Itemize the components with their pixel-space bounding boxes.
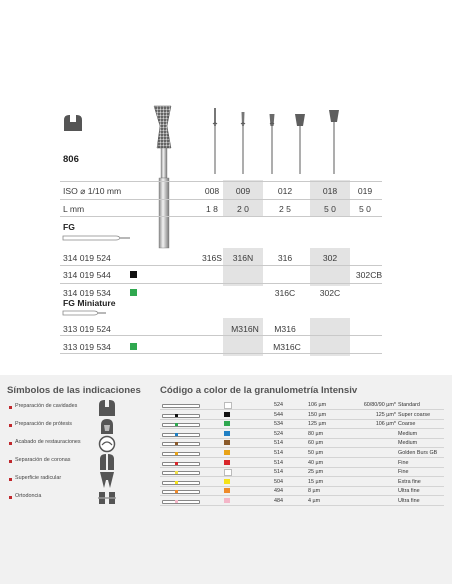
grit-color-swatch [224, 479, 230, 484]
length-value: 5 0 [324, 204, 336, 214]
fg-miniature-ref: 313 019 534 [63, 342, 111, 352]
fg-ref: 314 019 544 [63, 270, 111, 280]
tooth-cavity-icon [97, 399, 117, 417]
length-value: 5 0 [359, 204, 371, 214]
grit-name: Extra fine [398, 478, 421, 485]
iso-value: 018 [322, 186, 338, 196]
length-label: L mm [63, 204, 85, 214]
grit-size: 15 µm [308, 478, 324, 485]
grit-color-swatch [224, 450, 230, 455]
grit-code: 514 [274, 450, 283, 456]
grit-row [160, 439, 444, 448]
bur-019-illustration [327, 104, 341, 176]
grit-iso: 125 µm* [375, 411, 396, 418]
crown-separation-icon [97, 453, 117, 471]
grit-swatch-green [130, 289, 137, 296]
fg-miniature-shank-icon [62, 309, 108, 317]
grit-name: Medium [398, 440, 418, 447]
grit-color-swatch [224, 488, 230, 493]
length-value: 2 0 [237, 204, 249, 214]
grit-bur-icon [162, 471, 200, 475]
symbol-row [9, 471, 151, 491]
restoration-finishing-icon [97, 435, 117, 453]
grit-color-swatch [224, 421, 230, 426]
length-value: 2 5 [279, 204, 291, 214]
iso-value: 009 [235, 186, 251, 196]
grit-code: 524 [274, 430, 283, 437]
grit-name: Ultra fine [398, 488, 420, 495]
fg-size-cell: 316N [232, 253, 254, 263]
grit-color-swatch [224, 440, 230, 445]
bur-large-illustration [146, 104, 182, 250]
grit-size: 40 µm [308, 459, 324, 466]
grit-name: Golden Burs GB [398, 450, 438, 456]
grit-bur-icon [162, 442, 200, 446]
symbol-label: Separación de coronas [15, 457, 71, 463]
fg-ref: 314 019 524 [63, 253, 111, 263]
grit-iso: 60/80/90 µm* [363, 402, 396, 408]
fg-miniature-size-cell: M316N [231, 324, 259, 334]
symbol-row [9, 489, 151, 509]
grit-size: 60 µm [308, 440, 324, 447]
grit-color-swatch [224, 412, 230, 417]
fg-size-cell: 302C [319, 288, 341, 298]
grit-size: 150 µm [308, 411, 327, 418]
grit-code: 504 [274, 478, 283, 485]
grit-code: 484 [274, 498, 283, 504]
bur-009-illustration [238, 104, 248, 176]
symbol-label: Preparación de prótesis [15, 421, 72, 427]
crown-prep-icon [97, 417, 117, 435]
fg-shank-icon [62, 234, 132, 242]
grit-bur-icon [162, 500, 200, 504]
length-value: 1 8 [206, 204, 218, 214]
grit-code: 544 [274, 411, 283, 418]
fg-ref: 314 019 534 [63, 288, 111, 298]
grit-code: 514 [274, 440, 283, 447]
fg-miniature-size-cell: M316 [274, 324, 296, 334]
grit-code: 494 [274, 488, 283, 495]
grit-name: Coarse [398, 421, 416, 428]
grit-name: Fine [398, 469, 409, 476]
symbols-title: Símbolos de las indicaciones [7, 385, 141, 396]
grit-row [160, 487, 444, 496]
grit-title: Código a color de la granulometría Intensiv [160, 385, 358, 396]
grit-row [160, 459, 444, 468]
group-title-fg-miniature: FG Miniature [63, 298, 116, 308]
symbol-label: Acabado de restauraciones [15, 439, 81, 445]
grit-bur-icon [162, 452, 200, 456]
group-title-fg: FG [63, 222, 75, 232]
grit-bur-icon [162, 414, 200, 418]
iso-label: ISO ⌀ 1/10 mm [63, 186, 122, 196]
grit-code: 514 [274, 459, 283, 466]
bur-012-illustration [266, 104, 278, 176]
grit-bur-icon [162, 433, 200, 437]
grit-bur-icon [162, 462, 200, 466]
grit-row [160, 411, 444, 420]
symbol-row [9, 399, 151, 419]
grit-color-swatch [224, 431, 230, 436]
grit-row [160, 497, 444, 506]
fg-size-cell: 316 [277, 253, 293, 263]
grit-size: 106 µm [308, 402, 327, 408]
grit-name: Fine [398, 459, 409, 466]
grit-size: 4 µm [308, 498, 321, 504]
grit-code: 514 [274, 469, 283, 476]
grit-row [160, 468, 444, 477]
grit-row [160, 478, 444, 487]
grit-color-swatch [224, 460, 230, 465]
grit-name: Super coarse [398, 411, 431, 418]
grit-size: 8 µm [308, 488, 321, 495]
grit-color-swatch [224, 498, 230, 503]
symbol-label: Ortodoncia [15, 493, 42, 499]
iso-value: 008 [204, 186, 220, 196]
grit-color-swatch [224, 469, 232, 476]
grit-size: 80 µm [308, 430, 324, 437]
grit-size: 25 µm [308, 469, 324, 476]
grit-row [160, 430, 444, 439]
symbol-label: Superficie radicular [15, 475, 62, 481]
iso-value: 012 [277, 186, 293, 196]
grit-size: 50 µm [308, 450, 324, 456]
orthodontics-icon [97, 489, 117, 507]
grit-bur-icon [162, 481, 200, 485]
grit-color-swatch [224, 402, 232, 409]
grit-row [160, 449, 444, 458]
root-surface-icon [97, 471, 117, 489]
grit-row [160, 420, 444, 429]
fg-miniature-size-cell: M316C [273, 342, 301, 352]
bur-008-illustration [210, 104, 220, 176]
fg-size-cell: 316S [201, 253, 223, 263]
grit-name: Medium [398, 430, 418, 437]
grit-row [160, 401, 444, 410]
product-code: 806 [63, 154, 79, 165]
symbol-row [9, 435, 151, 455]
grit-bur-icon [162, 423, 200, 427]
symbol-label: Preparación de cavidades [15, 403, 78, 409]
grit-bur-icon [162, 404, 200, 408]
fg-size-cell: 302 [322, 253, 338, 263]
fg-miniature-ref: 313 019 524 [63, 324, 111, 334]
tooth-cavity-icon [62, 113, 84, 133]
symbol-row [9, 417, 151, 437]
fg-size-cell: 302CB [355, 270, 383, 280]
symbol-row [9, 453, 151, 473]
iso-value: 019 [357, 186, 373, 196]
grit-code: 524 [274, 402, 283, 408]
grit-swatch-green [130, 343, 137, 350]
grit-code: 534 [274, 421, 283, 428]
grit-name: Standard [398, 402, 420, 408]
grit-name: Ultra fine [398, 498, 420, 504]
bur-018-illustration [293, 104, 307, 176]
grit-size: 125 µm [308, 421, 327, 428]
fg-size-cell: 316C [274, 288, 296, 298]
grit-iso: 106 µm* [375, 421, 396, 428]
grit-bur-icon [162, 490, 200, 494]
grit-swatch-black [130, 271, 137, 278]
